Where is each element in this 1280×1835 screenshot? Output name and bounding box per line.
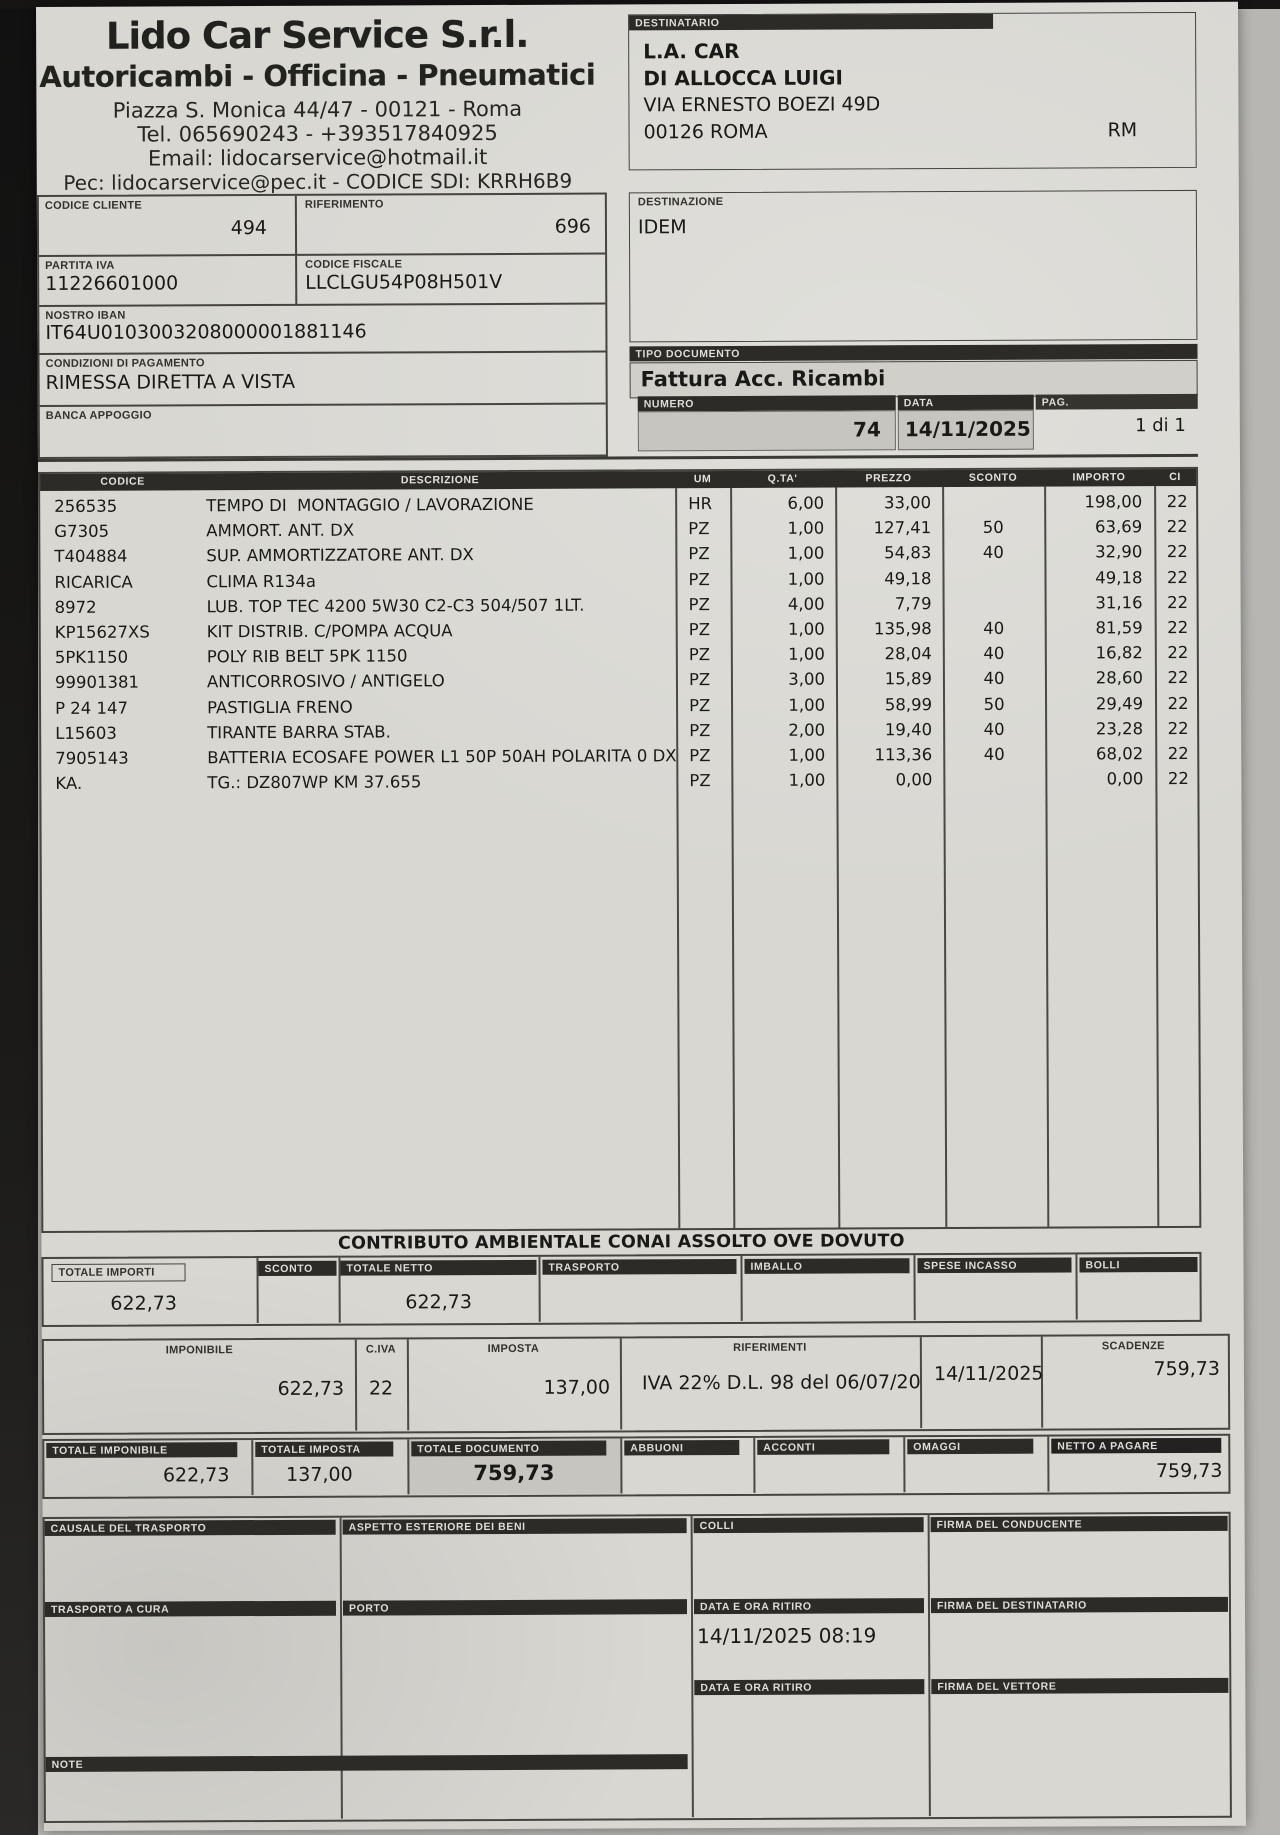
riferimenti-label: RIFERIMENTI xyxy=(733,1341,807,1354)
item-discount: 40 xyxy=(983,669,1005,689)
imposta-label: IMPOSTA xyxy=(487,1342,540,1356)
item-amount: 81,59 xyxy=(1095,618,1143,638)
item-amount: 0,00 xyxy=(1106,769,1144,789)
totale-imponibile-value: 622,73 xyxy=(162,1464,230,1487)
imponibile-value: 622,73 xyxy=(277,1377,345,1400)
company-pec: Pec: lidocarservice@pec.it - CODICE SDI: KRRH6B9 xyxy=(63,168,573,195)
riferimento-value: 696 xyxy=(554,215,592,238)
item-amount: 16,82 xyxy=(1095,643,1143,663)
item-ci: 22 xyxy=(1166,542,1188,562)
item-code: G7305 xyxy=(54,521,110,542)
invoice-page xyxy=(36,2,1246,1831)
item-price: 28,04 xyxy=(884,644,932,664)
item-discount: 40 xyxy=(983,643,1005,663)
column-line xyxy=(340,1518,343,1819)
item-price: 7,79 xyxy=(894,593,932,614)
riferimento-label: RIFERIMENTO xyxy=(304,198,384,211)
item-qty: 3,00 xyxy=(788,669,825,690)
destinazione-label: DESTINAZIONE xyxy=(637,196,724,209)
item-qty: 2,00 xyxy=(788,720,826,740)
note-label: NOTE xyxy=(46,1754,688,1772)
pagamento-cell xyxy=(40,353,606,407)
iban-label: NOSTRO IBAN xyxy=(45,309,126,322)
abbuoni-label: ABBUONI xyxy=(624,1440,739,1456)
item-ci: 22 xyxy=(1167,693,1189,713)
item-um: PZ xyxy=(689,720,711,740)
item-um: PZ xyxy=(688,620,711,640)
item-description: PASTIGLIA FRENO xyxy=(207,697,353,717)
item-price: 19,40 xyxy=(884,719,933,739)
firma-vettore-label: FIRMA DEL VETTORE xyxy=(931,1678,1228,1694)
civa-label: C.IVA xyxy=(365,1343,396,1356)
netto-a-pagare-label: NETTO A PAGARE xyxy=(1051,1438,1221,1454)
totale-imponibile-label: TOTALE IMPONIBILE xyxy=(46,1442,237,1458)
transport-box xyxy=(43,1512,1232,1823)
data-cell xyxy=(898,410,1034,451)
item-discount: 40 xyxy=(983,744,1005,764)
bolli-label: BOLLI xyxy=(1079,1257,1197,1273)
items-table-header xyxy=(40,469,1196,491)
partita-iva-cell xyxy=(39,256,297,307)
partita-iva-label: PARTITA IVA xyxy=(45,259,115,272)
data-ora-ritiro-2-label: DATA E ORA RITIRO xyxy=(694,1679,924,1695)
totale-importi-label: TOTALE IMPORTI xyxy=(51,1263,185,1282)
tax-box xyxy=(42,1334,1230,1435)
item-code: KA. xyxy=(55,773,83,793)
company-tagline: Autoricambi - Officina - Pneumatici xyxy=(39,57,596,94)
imponibile-label: IMPONIBILE xyxy=(165,1344,233,1357)
totale-imposta-value: 137,00 xyxy=(286,1463,353,1486)
item-amount: 28,60 xyxy=(1095,668,1143,688)
item-amount: 32,90 xyxy=(1095,542,1143,562)
data-ora-ritiro-label: DATA E ORA RITIRO xyxy=(694,1598,924,1614)
aspetto-beni-label: ASPETTO ESTERIORE DEI BENI xyxy=(343,1518,687,1535)
company-header xyxy=(36,13,599,195)
codice-fiscale-value: LLCLGU54P08H501V xyxy=(305,270,503,294)
item-price: 127,41 xyxy=(873,518,932,538)
scadenze-value: 759,73 xyxy=(1153,1357,1221,1381)
codice-cliente-cell xyxy=(39,196,297,257)
recipient-box xyxy=(628,12,1197,170)
item-qty: 1,00 xyxy=(787,569,825,589)
column-line xyxy=(913,1255,915,1320)
item-code: P 24 147 xyxy=(55,698,129,718)
codice-cliente-label: CODICE CLIENTE xyxy=(44,199,142,212)
totale-imposta-label: TOTALE IMPOSTA xyxy=(255,1441,393,1457)
data-value: 14/11/2025 xyxy=(904,416,1031,442)
colli-label: COLLI xyxy=(694,1517,924,1533)
item-ci: 22 xyxy=(1167,769,1189,789)
item-amount: 23,28 xyxy=(1095,718,1144,739)
imballo-label: IMBALLO xyxy=(744,1258,909,1274)
item-discount xyxy=(945,770,1043,796)
item-price: 58,99 xyxy=(884,694,933,714)
item-discount xyxy=(944,493,1042,519)
codice-fiscale-label: CODICE FISCALE xyxy=(305,258,403,271)
item-amount: 68,02 xyxy=(1095,744,1144,764)
column-line xyxy=(691,1516,694,1817)
item-ci: 22 xyxy=(1167,643,1189,663)
pag-cell xyxy=(1036,409,1198,450)
item-description: POLY RIB BELT 5PK 1150 xyxy=(206,646,408,667)
header-importo: IMPORTO xyxy=(1072,471,1126,484)
company-email: Email: lidocarservice@hotmail.it xyxy=(147,145,488,171)
firma-destinatario-label: FIRMA DEL DESTINATARIO xyxy=(931,1597,1228,1613)
recipient-address: VIA ERNESTO BOEZI 49D xyxy=(643,93,881,117)
item-discount xyxy=(944,568,1042,594)
totals-box-2 xyxy=(42,1434,1230,1499)
company-name: Lido Car Service S.r.l. xyxy=(105,12,529,58)
item-price: 33,00 xyxy=(883,493,932,513)
item-amount: 49,18 xyxy=(1095,567,1143,587)
item-price: 54,83 xyxy=(884,543,932,563)
item-discount: 50 xyxy=(982,517,1004,538)
item-amount: 29,49 xyxy=(1095,693,1144,713)
pagamento-label: CONDIZIONI DI PAGAMENTO xyxy=(45,357,205,370)
item-um: PZ xyxy=(688,594,710,614)
column-line xyxy=(740,1256,742,1321)
sconto-label: SCONTO xyxy=(258,1261,336,1276)
header-codice: CODICE xyxy=(100,475,145,488)
scadenze-date: 14/11/2025 xyxy=(933,1362,1044,1386)
item-qty: 6,00 xyxy=(787,493,825,513)
info-block xyxy=(37,193,608,459)
item-code: T404884 xyxy=(54,546,128,567)
header-sconto: SCONTO xyxy=(968,471,1018,484)
item-amount: 198,00 xyxy=(1084,492,1143,512)
item-description: TEMPO DI MONTAGGIO / LAVORAZIONE xyxy=(206,494,534,516)
item-code: 8972 xyxy=(54,597,97,617)
item-um: PZ xyxy=(689,771,711,791)
firma-conducente-label: FIRMA DEL CONDUCENTE xyxy=(931,1516,1228,1532)
item-code: 99901381 xyxy=(54,672,139,693)
causale-trasporto-label: CAUSALE DEL TRASPORTO xyxy=(45,1520,336,1536)
item-um: PZ xyxy=(688,544,710,564)
porto-label: PORTO xyxy=(343,1599,687,1616)
item-um: HR xyxy=(688,494,713,514)
item-um: PZ xyxy=(688,670,711,690)
company-address: Piazza S. Monica 44/47 - 00121 - Roma xyxy=(112,96,523,123)
scadenze-label: SCADENZE xyxy=(1101,1340,1165,1353)
item-qty: 1,00 xyxy=(788,770,826,790)
data-ora-ritiro-value: 14/11/2025 08:19 xyxy=(697,1623,877,1649)
item-description: BATTERIA ECOSAFE POWER L1 50P 50AH POLARITA 0 DX xyxy=(207,746,677,768)
tipo-documento-cell xyxy=(630,360,1198,398)
column-line xyxy=(903,1437,905,1492)
item-code: KP15627XS xyxy=(54,622,150,642)
column-line xyxy=(1075,1254,1077,1319)
item-discount: 50 xyxy=(983,694,1005,714)
civa-value: 22 xyxy=(368,1377,394,1400)
iban-value: IT64U0103003208000001881146 xyxy=(45,320,367,344)
item-discount: 40 xyxy=(983,618,1005,638)
trasporto-label: TRASPORTO xyxy=(542,1259,736,1275)
recipient-label: DESTINATARIO xyxy=(629,14,993,31)
item-description: KIT DISTRIB. C/POMPA ACQUA xyxy=(206,621,453,642)
item-qty: 1,00 xyxy=(787,543,825,564)
item-code: L15603 xyxy=(55,723,117,743)
item-ci: 22 xyxy=(1167,718,1189,738)
destinazione-value: IDEM xyxy=(637,216,687,239)
item-price: 0,00 xyxy=(895,770,933,790)
item-description: TIRANTE BARRA STAB. xyxy=(207,722,391,742)
destinazione-box xyxy=(629,190,1198,342)
item-price: 49,18 xyxy=(884,568,932,588)
company-phone: Tel. 065690243 - +393517840925 xyxy=(137,120,498,147)
netto-a-pagare-value: 759,73 xyxy=(1155,1459,1223,1483)
header-prezzo: PREZZO xyxy=(865,472,912,485)
recipient-city: 00126 ROMA xyxy=(643,120,768,144)
item-ci: 22 xyxy=(1167,592,1189,612)
items-table xyxy=(38,467,1201,1233)
pag-value: 1 di 1 xyxy=(1135,414,1186,437)
item-description: TG.: DZ807WP KM 37.655 xyxy=(207,772,422,793)
item-amount: 63,69 xyxy=(1094,517,1143,537)
numero-value: 74 xyxy=(852,417,881,442)
numero-cell xyxy=(638,410,896,451)
column-line xyxy=(1047,1437,1049,1492)
item-qty: 1,00 xyxy=(787,518,825,538)
totals-box-1 xyxy=(41,1252,1201,1327)
item-qty: 4,00 xyxy=(787,594,825,614)
item-ci: 22 xyxy=(1167,743,1189,763)
items-rows xyxy=(40,492,1197,799)
item-price: 113,36 xyxy=(874,744,933,765)
partita-iva-value: 11226601000 xyxy=(45,272,179,295)
item-qty: 1,00 xyxy=(788,745,826,765)
conai-notice: CONTRIBUTO AMBIENTALE CONAI ASSOLTO OVE DOVUTO xyxy=(337,1231,905,1254)
tipo-documento-value: Fattura Acc. Ricambi xyxy=(640,366,886,392)
item-description: ANTICORROSIVO / ANTIGELO xyxy=(206,671,445,692)
column-line xyxy=(538,1257,540,1322)
item-qty: 1,00 xyxy=(787,619,825,639)
omaggi-label: OMAGGI xyxy=(907,1439,1033,1455)
totale-importi-value: 622,73 xyxy=(110,1292,177,1315)
item-description: LUB. TOP TEC 4200 5W30 C2-C3 504/507 1LT. xyxy=(206,595,585,617)
totale-netto-value: 622,73 xyxy=(405,1291,472,1314)
recipient-name: L.A. CAR xyxy=(643,38,740,64)
table-row xyxy=(41,769,1197,799)
item-price: 15,89 xyxy=(884,669,932,689)
totale-documento-label: TOTALE DOCUMENTO xyxy=(411,1441,606,1457)
photo-dark-edge-left xyxy=(0,0,38,1835)
header-um: UM xyxy=(693,473,712,486)
banca-label: BANCA APPOGGIO xyxy=(45,409,152,422)
trasporto-a-cura-label: TRASPORTO A CURA xyxy=(45,1601,336,1617)
item-code: RICARICA xyxy=(54,572,133,592)
column-line xyxy=(753,1438,755,1493)
iban-cell xyxy=(39,305,605,355)
column-line xyxy=(620,1438,622,1493)
recipient-province: RM xyxy=(1107,119,1138,142)
item-description: AMMORT. ANT. DX xyxy=(206,520,355,541)
item-code: 256535 xyxy=(54,496,118,516)
item-discount: 40 xyxy=(982,543,1004,563)
item-description: SUP. AMMORTIZZATORE ANT. DX xyxy=(206,545,474,566)
item-ci: 22 xyxy=(1166,567,1189,587)
spese-incasso-label: SPESE INCASSO xyxy=(917,1257,1071,1273)
column-line xyxy=(928,1515,931,1816)
item-qty: 1,00 xyxy=(788,644,825,664)
item-ci: 22 xyxy=(1167,668,1189,688)
item-ci: 22 xyxy=(1166,491,1188,512)
item-um: PZ xyxy=(688,645,711,665)
tipo-documento-label: TIPO DOCUMENTO xyxy=(629,344,1197,361)
item-ci: 22 xyxy=(1166,517,1188,537)
codice-cliente-value: 494 xyxy=(230,216,268,240)
item-discount: 40 xyxy=(983,719,1005,739)
totale-netto-label: TOTALE NETTO xyxy=(340,1260,536,1276)
item-discount xyxy=(945,593,1043,619)
pagamento-value: RIMESSA DIRETTA A VISTA xyxy=(45,370,296,394)
numero-label: NUMERO xyxy=(638,395,896,411)
banca-cell xyxy=(40,405,606,456)
codice-fiscale-cell xyxy=(297,255,605,306)
totale-documento-value: 759,73 xyxy=(473,1460,555,1486)
item-code: 7905143 xyxy=(55,748,129,768)
data-label: DATA xyxy=(898,395,1034,411)
item-um: PZ xyxy=(689,695,711,715)
item-price: 135,98 xyxy=(873,619,932,639)
pag-label: PAG. xyxy=(1036,394,1198,410)
imposta-value: 137,00 xyxy=(543,1376,611,1399)
riferimenti-value: IVA 22% D.L. 98 del 06/07/20 xyxy=(641,1371,921,1395)
riferimento-cell xyxy=(297,195,605,256)
recipient-line2: DI ALLOCCA LUIGI xyxy=(643,65,844,91)
item-description: CLIMA R134a xyxy=(206,571,316,591)
item-um: PZ xyxy=(688,569,710,589)
header-qta: Q.TA' xyxy=(767,472,798,485)
header-ci: CI xyxy=(1169,471,1181,484)
item-amount: 31,16 xyxy=(1095,592,1143,613)
item-um: PZ xyxy=(688,519,710,539)
item-qty: 1,00 xyxy=(788,695,826,715)
item-um: PZ xyxy=(689,745,711,766)
acconti-label: ACCONTI xyxy=(757,1439,889,1455)
header-descrizione: DESCRIZIONE xyxy=(400,474,480,487)
item-ci: 22 xyxy=(1167,617,1189,638)
item-code: 5PK1150 xyxy=(54,647,129,668)
